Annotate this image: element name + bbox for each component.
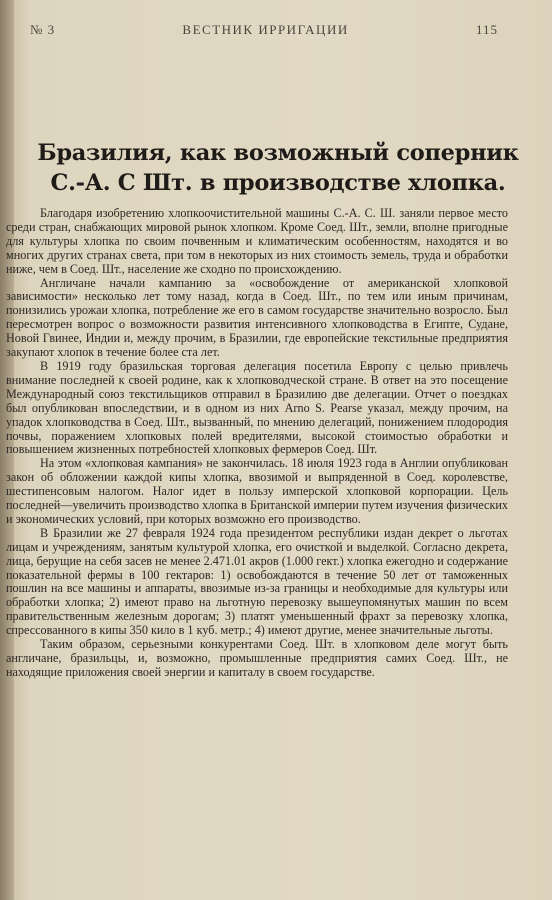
running-header	[30, 22, 498, 38]
paragraph: Благодаря изобретению хлопкоочистительной машины С.-А. С. Ш. заняли первое место среди стран, снабжающих мировой рынок хлопком. Кроме Соед. Шт., земли, вполне пригодные для культуры хлопка по своим почвенным и климатическим особенностям, находятся и во многих других странах света, при том в некоторых из них стоимость земель, труда и обработки ниже, чем в Соед. Шт., население же сходно по происхождению.	[6, 206, 508, 276]
paragraph: Англичане начали кампанию за «освобождение от американской хлопковой зависимости» несколько лет тому назад, когда в Соед. Шт., по тем или иным причинам, понизились урожаи хлопка, потребление же его в самом государстве значительно возросло. Был пересмотрен вопрос о возможности развития интенсивного хлопководства в Египте, Судане, Новой Гвинее, Индии и, между прочим, в Бразилии, где европейские текстильные предприятия закупают хлопок в течение более ста лет.	[6, 275, 508, 360]
article-title	[28, 138, 528, 198]
paragraph: Таким образом, серьезными конкурентами Соед. Шт. в хлопковом деле могут быть англичане, бразильцы, и, возможно, промышленные предприятия самих Соед. Шт., не находящие приложения своей энергии и капиталу в своем государстве.	[6, 637, 508, 679]
paragraph: В 1919 году бразильская торговая делегация посетила Европу с целью привлечь внимание последней к своей родине, как к хлопководческой стране. В ответ на это посещение Международный союз текстильщиков отправил в Бразилию две делегации. Отчет о поездках был опубликован впоследствии, и в одном из них Arno S. Pearse указал, между прочим, на упадок хлопководства в Соед. Шт., вызванный, по мнению делегаций, понижением плодородия почвы, поражением хлопковых полей вредителями, высокой стоимостью обработки и повышением жизненных потребностей хлопковых фермеров Соед. Шт.	[6, 358, 508, 457]
paragraph: На этом «хлопковая кампания» не закончилась. 18 июля 1923 года в Англии опубликован закон об обложении каждой кипы хлопка, ввозимой и выпряденной в Соед. королевстве, шестипенсовым налогом. Налог идет в пользу имперской хлопковой корпорации. Цель последней—увеличить производство хлопка в Британской империи путем изучения физических и экономических условий, при которых возможно его производство.	[6, 456, 508, 526]
article-title-line-2: С.-А. С Шт. в производстве хлопка.	[50, 170, 506, 196]
article-title-line-1: Бразилия, как возможный соперник	[37, 140, 519, 166]
journal-title: ВЕСТНИК ИРРИГАЦИИ	[182, 22, 349, 37]
paragraph: В Бразилии же 27 февраля 1924 года президентом республики издан декрет о льготах лицам и учреждениям, занятым культурой хлопка, его очисткой и выделкой. Согласно декрета, лица, берущие на себя засев не менее 2.471.01 акров (1.000 гект.) хлопка ежегодно и содержание показательной фермы в 100 гектаров: 1) освобождаются в течение 50 лет от таможенных пошлин на все машины и аппараты, ввозимые из-за границы и необходимые для культуры или обработки хлопка; 2) имеют право на льготную перевозку вышеупомянутых машин по всем правительственным железным дорогам; 3) платят уменьшенный фрахт за перевозку хлопка, спрессованного в кипы 350 кило в 1 куб. метр.; 4) имеют другие, менее значительные льготы.	[6, 525, 508, 638]
article-body	[6, 207, 508, 680]
page-number: 115	[475, 22, 498, 37]
issue-number: № 3	[30, 22, 56, 37]
